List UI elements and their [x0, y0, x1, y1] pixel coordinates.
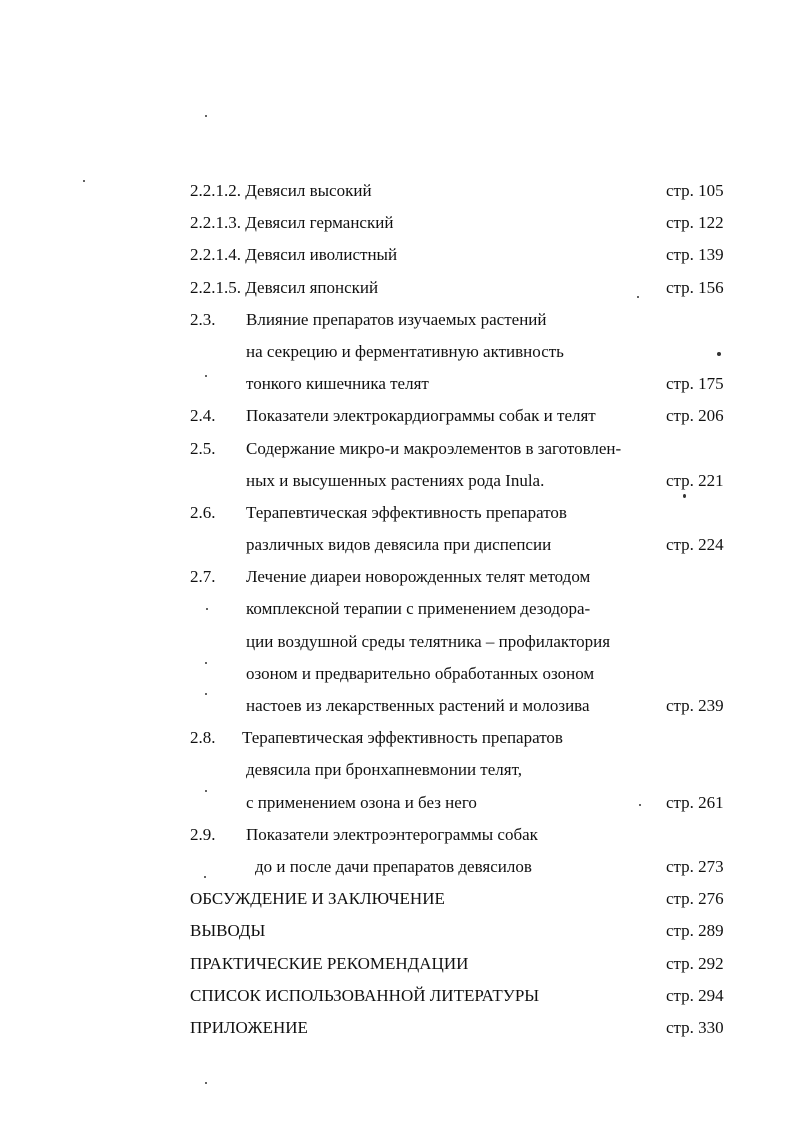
scan-speck [205, 790, 207, 792]
toc-title: озоном и предварительно обработанных озоном [246, 663, 595, 683]
toc-line [0, 336, 793, 368]
toc-title: Терапевтическая эффективность препаратов [246, 502, 567, 522]
toc-line [0, 368, 793, 400]
toc-page-ref: стр. 156 [666, 277, 724, 297]
toc-line [0, 980, 793, 1012]
toc-page-ref: стр. 224 [666, 535, 724, 555]
toc-page-ref: стр. 139 [666, 245, 724, 265]
toc-title: с применением озона и без него [246, 792, 477, 812]
toc-title: Показатели электрокардиограммы собак и телят [246, 406, 596, 426]
toc-title: Терапевтическая эффективность препаратов [242, 728, 563, 748]
scan-speck [205, 115, 207, 117]
scan-speck [205, 693, 207, 695]
toc-page-ref: стр. 330 [666, 1017, 724, 1037]
section-number: 2.4. [190, 406, 216, 426]
toc-title: ОБСУЖДЕНИЕ И ЗАКЛЮЧЕНИЕ [190, 889, 445, 909]
toc-line [0, 948, 793, 980]
toc-title: Лечение диареи новорожденных телят методом [246, 567, 591, 587]
toc-line [0, 851, 793, 883]
toc-title: Показатели электроэнтерограммы собак [246, 824, 538, 844]
toc-line [0, 1012, 793, 1044]
toc-line [0, 497, 793, 529]
toc-title: 2.2.1.5. Девясил японский [190, 277, 379, 297]
section-number: 2.3. [190, 309, 216, 329]
toc-line [0, 658, 793, 690]
toc-line [0, 175, 793, 207]
section-number: 2.5. [190, 438, 216, 458]
toc-line [0, 465, 793, 497]
toc-title: настоев из лекарственных растений и молозива [246, 696, 590, 715]
scan-speck [683, 494, 686, 498]
toc-line [0, 561, 793, 593]
toc-title: Влияние препаратов изучаемых растений [246, 309, 547, 329]
toc-title: девясила при бронхапневмонии телят, [246, 760, 522, 780]
toc-line [0, 626, 793, 658]
toc-line [0, 690, 793, 722]
toc-line [0, 722, 793, 754]
toc-title: 2.2.1.4. Девясил иволистный [190, 245, 398, 265]
toc-page-ref: стр. 105 [666, 181, 724, 200]
toc-page-ref: стр. 294 [666, 985, 724, 1005]
scan-speck [204, 876, 206, 878]
toc-title: комплексной терапии с применением дезодора- [246, 599, 591, 619]
toc-line [0, 754, 793, 786]
toc-page-ref: стр. 292 [666, 953, 724, 973]
toc-title: ВЫВОДЫ [190, 921, 266, 941]
section-number: 2.9. [190, 824, 216, 844]
toc-title: на секрецию и ферментативную активность [246, 341, 564, 361]
toc-title: Содержание микро-и макроэлементов в заготовлен- [246, 438, 622, 458]
toc-page-ref: стр. 206 [666, 406, 724, 426]
scan-speck [205, 1082, 207, 1084]
toc-line [0, 593, 793, 625]
toc-line [0, 529, 793, 561]
section-number: 2.6. [190, 502, 216, 522]
toc-title: ПРАКТИЧЕСКИЕ РЕКОМЕНДАЦИИ [190, 953, 469, 973]
toc-page-ref: стр. 261 [666, 792, 724, 812]
scan-speck [205, 375, 207, 377]
toc-line [0, 304, 793, 336]
toc-title: СПИСОК ИСПОЛЬЗОВАННОЙ ЛИТЕРАТУРЫ [190, 985, 540, 1005]
toc-title: 2.2.1.3. Девясил германский [190, 213, 394, 233]
toc-page-ref: стр. 175 [666, 374, 724, 394]
toc-title: тонкого кишечника телят [246, 374, 429, 394]
toc-title: до и после дачи препаратов девясилов [255, 856, 532, 876]
toc-page-ref: стр. 273 [666, 856, 724, 876]
toc-line [0, 239, 793, 271]
toc-line [0, 400, 793, 432]
toc-line [0, 787, 793, 819]
toc-title: различных видов девясила при диспепсии [246, 535, 552, 555]
section-number: 2.8. [190, 728, 216, 748]
toc-line [0, 272, 793, 304]
scan-speck [83, 180, 85, 182]
table-of-contents [0, 175, 793, 1044]
toc-title: ции воздушной среды телятника – профилактория [246, 631, 611, 651]
toc-title: 2.2.1.2. Девясил высокий [190, 181, 372, 200]
toc-line [0, 433, 793, 465]
section-number: 2.7. [190, 567, 216, 587]
toc-line [0, 819, 793, 851]
scan-speck [205, 662, 207, 664]
toc-line [0, 883, 793, 915]
toc-title: ных и высушенных растениях рода Inula. [246, 470, 545, 490]
toc-page-ref: стр. 239 [666, 696, 724, 715]
scan-speck [206, 608, 208, 610]
toc-line [0, 207, 793, 239]
scan-speck [639, 804, 641, 806]
toc-page-ref: стр. 276 [666, 889, 724, 909]
toc-page-ref: стр. 221 [666, 470, 724, 490]
toc-line [0, 915, 793, 947]
scan-speck [637, 296, 639, 298]
toc-page-ref: стр. 289 [666, 921, 724, 941]
toc-title: ПРИЛОЖЕНИЕ [190, 1017, 308, 1037]
scan-speck [717, 352, 721, 356]
toc-page-ref: стр. 122 [666, 213, 724, 233]
